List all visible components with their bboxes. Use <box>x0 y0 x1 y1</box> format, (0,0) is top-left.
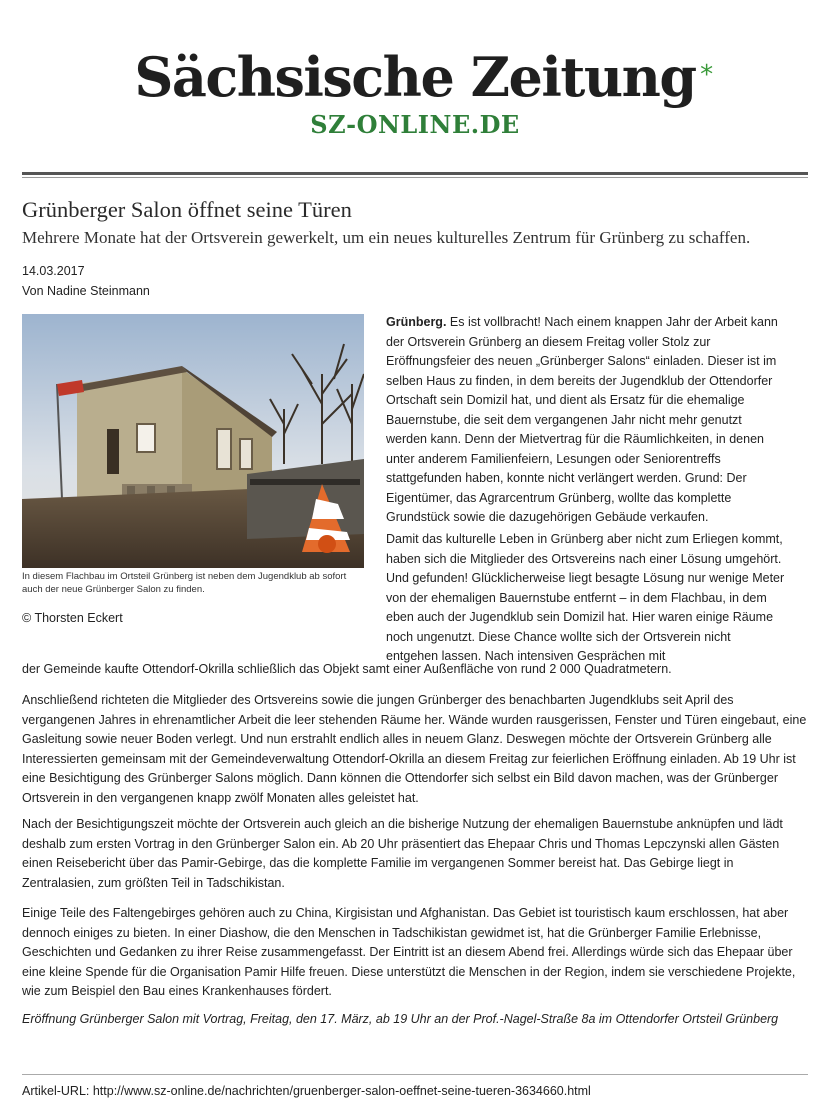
header-divider <box>22 172 808 175</box>
photo-credit: © Thorsten Eckert <box>22 611 123 625</box>
article-headline: Grünberger Salon öffnet seine Türen <box>22 197 352 222</box>
article-paragraph-1 <box>386 313 786 528</box>
author-byline: Von Nadine Steinmann <box>22 284 150 298</box>
star-icon: * <box>700 60 712 90</box>
dateline: Grünberg. <box>386 315 447 329</box>
article-subheadline: Mehrere Monate hat der Ortsverein gewerkelt, um ein neues kulturelles Zentrum für Grünberg zu schaffen. <box>22 228 751 247</box>
header-divider-thin <box>22 177 808 178</box>
article-paragraph-5: Einige Teile des Faltengebirges gehören auch zu China, Kirgisistan und Afghanistan. Das Gebiet ist touristisch kaum erschlossen, hat aber dennoch einiges zu bieten. In einer Diashow, die den Menschen in Tadschikistan gewidmet ist, hat die Grünberger Familie Erlebnisse, Geschichten und Gedanken zu ihrer Reise zusammengefasst. Der Eintritt ist an diesem Abend frei. Allerdings würde sich das Ehepaar über eine kleine Spende für die Organisation Pamir Hilfe freuen. Diese unterstützt die Menschen in der Region, indem sie verschiedene Projekte, wie zum Beispiel den Bau eines Krankenhauses fördert. <box>22 906 796 998</box>
photo-caption: In diesem Flachbau im Ortsteil Grünberg ist neben dem Jugendklub ab sofort auch der neue Grünberger Salon zu finden. <box>22 571 347 595</box>
article-photo <box>22 314 364 568</box>
paragraph-text: Es ist vollbracht! Nach einem knappen Jahr der Arbeit kann der Ortsverein Grünberg an diesem Freitag voller Stolz zur Eröffnungsfeier des neuen „Grünberger Salons“ einladen. Dieser ist im selben Haus zu finden, in dem bereits der Jugendklub der Ottendorfer Ortschaft sein Domizil hat, und dient als Ersatz für die ehemalige Bauernstube, die seit dem vergangenen Jahr nicht mehr genutzt werden kann. Denn der Mietvertrag für die Räumlichkeiten, in denen unter anderem Familienfeiern, Lesungen oder Seniorentreffs stattgefunden haben, konnte nicht verlängert werden. Grund: Der Eigentümer, das Agrarcentrum Grünberg, wollte das komplette Grundstück sowie die dazugehörigen Gebäude verkaufen. <box>386 315 778 524</box>
newspaper-title: Sächsische Zeitung <box>134 45 696 109</box>
masthead <box>0 46 830 139</box>
publish-date: 14.03.2017 <box>22 264 85 278</box>
site-domain[interactable]: SZ-ONLINE.DE <box>310 110 520 139</box>
article-paragraph-3: Anschließend richteten die Mitglieder des Ortsvereins sowie die jungen Grünberger des benachbarten Jugendklubs seit April des vergangenen Jahres in ehrenamtlicher Arbeit die leer stehenden Räume her. Wände wurden rausgerissen, Fenster und Türen eingebaut, eine Gasleitung sowie neuer Boden verlegt. Und nun erstrahlt endlich alles in neuem Glanz. Deswegen möchte der Ortsverein Grünberg alle Interessierten gemeinsam mit der Gemeindeverwaltung Ottendorf-Okrilla an diesem Freitag zur feierlichen Eröffnung einladen. Ab 19 Uhr ist eine Besichtigung des Grünberger Salons möglich. Dann können die Ottendorfer sich selbst ein Bild davon machen, was der Grünberger Ortsverein in den vergangenen knapp zwölf Monaten alles geleistet hat. <box>22 693 807 805</box>
article-url[interactable]: Artikel-URL: http://www.sz-online.de/nachrichten/gruenberger-salon-oeffnet-seine-tueren-3634660.html <box>22 1084 591 1098</box>
article-paragraph-2-continued: der Gemeinde kaufte Ottendorf-Okrilla schließlich das Objekt samt einer Außenfläche von rund 2 000 Quadratmetern. <box>22 662 672 676</box>
newspaper-logo[interactable] <box>134 45 712 109</box>
event-info: Eröffnung Grünberger Salon mit Vortrag, Freitag, den 17. März, ab 19 Uhr an der Prof.-Nagel-Straße 8a im Ottendorfer Ortsteil Grünberg <box>22 1012 779 1026</box>
footer-divider <box>22 1074 808 1075</box>
article-paragraph-4: Nach der Besichtigungszeit möchte der Ortsverein auch gleich an die bisherige Nutzung der ehemaligen Bauernstube anknüpfen und lädt deshalb zum ersten Vortrag in den Grünberger Salon ein. Ab 20 Uhr präsentiert das Ehepaar Chris und Thomas Lepczynski allen Gästen einen Reisebericht über das Pamir-Gebirge, das die komplette Familie im vergangenen Sommer bereist hat. Das Gebirge liegt in Zentralasien, zum größten Teil in Tadschikistan. <box>22 817 783 890</box>
article-paragraph-2: Damit das kulturelle Leben in Grünberg aber nicht zum Erliegen kommt, haben sich die Mitglieder des Ortsvereins nach einer Lösung umgehört. Und gefunden! Glücklicherweise liegt besagte Lösung nur wenige Meter von der ehemaligen Bauernstube entfernt – in dem Flachbau, in dem eben auch der Jugendklub sein Domizil hat. Hier waren einige Räume noch ungenutzt. Diese Chance wollte sich der Ortsverein nicht entgehen lassen. Nach intensiven Gesprächen mit <box>386 532 785 663</box>
